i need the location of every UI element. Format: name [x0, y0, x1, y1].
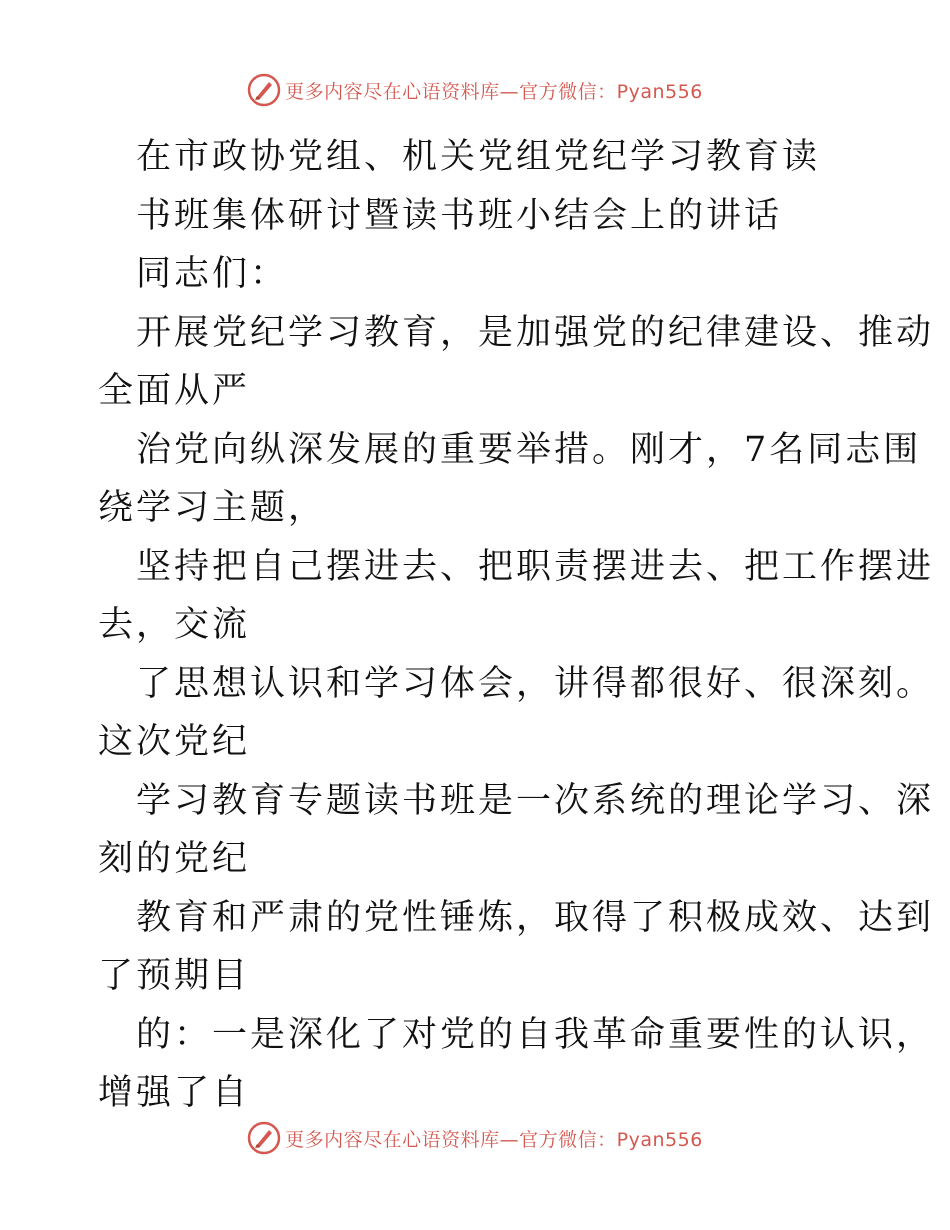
text-line: 增强了自 [98, 1073, 251, 1113]
text-line: 开展党纪学习教育，是加强党的纪律建设、推动 [136, 312, 935, 353]
text-line: 了预期目 [98, 956, 251, 996]
quill-logo-icon [247, 73, 281, 107]
quill-logo-icon [247, 1121, 281, 1155]
text-line: 坚持把自己摆进去、把职责摆进去、把工作摆进 [136, 546, 935, 587]
banner-text: 更多内容尽在心语资料库—官方微信：Pyan556 [285, 80, 703, 103]
text-line: 刻的党纪 [98, 839, 251, 879]
text-line: 这次党纪 [98, 722, 251, 762]
text-line: 去，交流 [98, 605, 251, 645]
text-line: 教育和严肃的党性锤炼，取得了积极成效、达到 [136, 897, 935, 938]
text-line: 的：一是深化了对党的自我革命重要性的认识， [136, 1014, 935, 1055]
text-line: 在市政协党组、机关党组党纪学习教育读 [136, 137, 821, 177]
text-line: 书班集体研讨暨读书班小结会上的讲话 [136, 195, 783, 236]
text-line: 治党向纵深发展的重要举措。刚才，7名同志围 [136, 429, 922, 470]
text-line: 学习教育专题读书班是一次系统的理论学习、深 [136, 780, 935, 821]
header-banner [0, 70, 950, 110]
banner-text: 更多内容尽在心语资料库—官方微信：Pyan556 [285, 1128, 703, 1151]
text-line: 同志们： [136, 254, 289, 294]
text-line: 了思想认识和学习体会，讲得都很好、很深刻。 [136, 663, 935, 704]
footer-banner [0, 1118, 950, 1158]
text-line: 全面从严 [98, 371, 251, 411]
text-line: 绕学习主题， [98, 488, 327, 528]
document-body [98, 128, 935, 1123]
